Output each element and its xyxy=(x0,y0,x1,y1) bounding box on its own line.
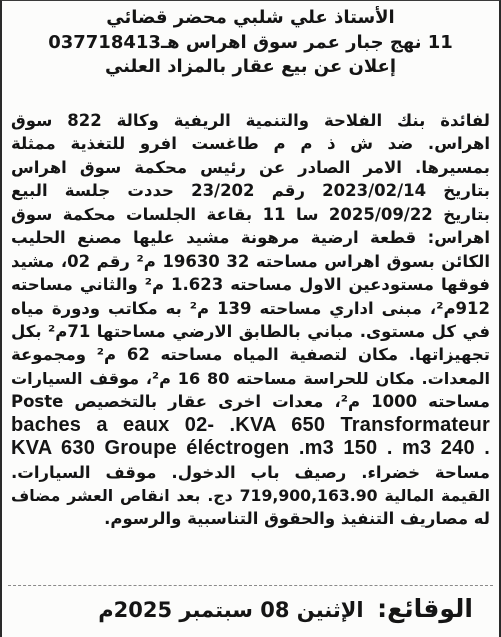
publication-date: الإثنين 08 سبتمبر 2025م xyxy=(98,598,364,622)
notice-line: بتاريخ 2023/02/14 رقم 23/202 حددت جلسة البيع xyxy=(11,181,490,201)
bailiff-address: 11 نهج جبار عمر سوق اهراس هـ037718413 xyxy=(48,31,453,53)
notice-line: مساحته 1000 م²، معدات اخرى عقار بالتخصيص Poste xyxy=(11,392,490,412)
notice-line: 912م²، مبنى اداري مساحته 139 م² به مكاتب ودورة مياه xyxy=(11,298,490,318)
notice-line: القيمة المالية 719,900,163.90 دج. بعد انقاص العشر مضاف xyxy=(11,486,490,505)
notice-line: له مصاريف التنفيذ والحقوق التناسبية والرسوم. xyxy=(104,509,490,529)
notice-line: اهراس: قطعة ارضية مرهونة مشيد عليها مصنع الحليب xyxy=(11,228,490,248)
notice-line: مساحة خضراء. رصيف باب الدخول. موقف السيارات. xyxy=(11,462,490,482)
notice-header xyxy=(22,6,479,80)
notice-line: بتاريخ 2025/09/22 سا 11 بقاعة الجلسات محكمة سوق xyxy=(11,204,490,224)
notice-line: KVA 630 Groupe éléctrogen .m3 150 . m3 240 . xyxy=(11,437,490,460)
notice-line: الكائن بسوق اهراس مساحته 32 19630 م² رقم 02، مشيد xyxy=(11,251,490,271)
notice-line: بمسيرها. الامر الصادر عن رئيس محكمة سوق اهراس xyxy=(11,157,490,177)
notice-line: في كل مستوى. مباني بالطابق الارضي مساحتها 71م² بكل xyxy=(11,321,490,341)
notice-line: لفائدة بنك الفلاحة والتنمية الريفية وكالة 822 سوق xyxy=(11,111,490,130)
notice-line: baches a eaux 02- .KVA 650 Transformateur xyxy=(11,413,490,436)
notice-line: المعدات. مكان للحراسة مساحته 80 16 م²، موقف السيارات xyxy=(11,368,490,388)
notice-line: فوقها مستودعين الاول مساحته 1.623 م² والثاني مساحته xyxy=(11,275,490,295)
separator-rule xyxy=(8,585,493,586)
notice-body xyxy=(11,109,490,531)
publication-date-line xyxy=(62,593,473,628)
notice-line: تجهيزاتها. مكان لتصفية المياه مساحته 62 م² ومجموعة xyxy=(11,345,490,365)
bailiff-name: الأستاذ علي شلبي محضر قضائي xyxy=(106,7,395,28)
date-label: الوقائع: xyxy=(377,594,473,623)
notice-title: إعلان عن بيع عقار بالمزاد العلني xyxy=(104,56,397,77)
notice-line: اهراس. ضد ش ذ م م طاغست افرو للتغذية ممثلة xyxy=(11,134,490,154)
